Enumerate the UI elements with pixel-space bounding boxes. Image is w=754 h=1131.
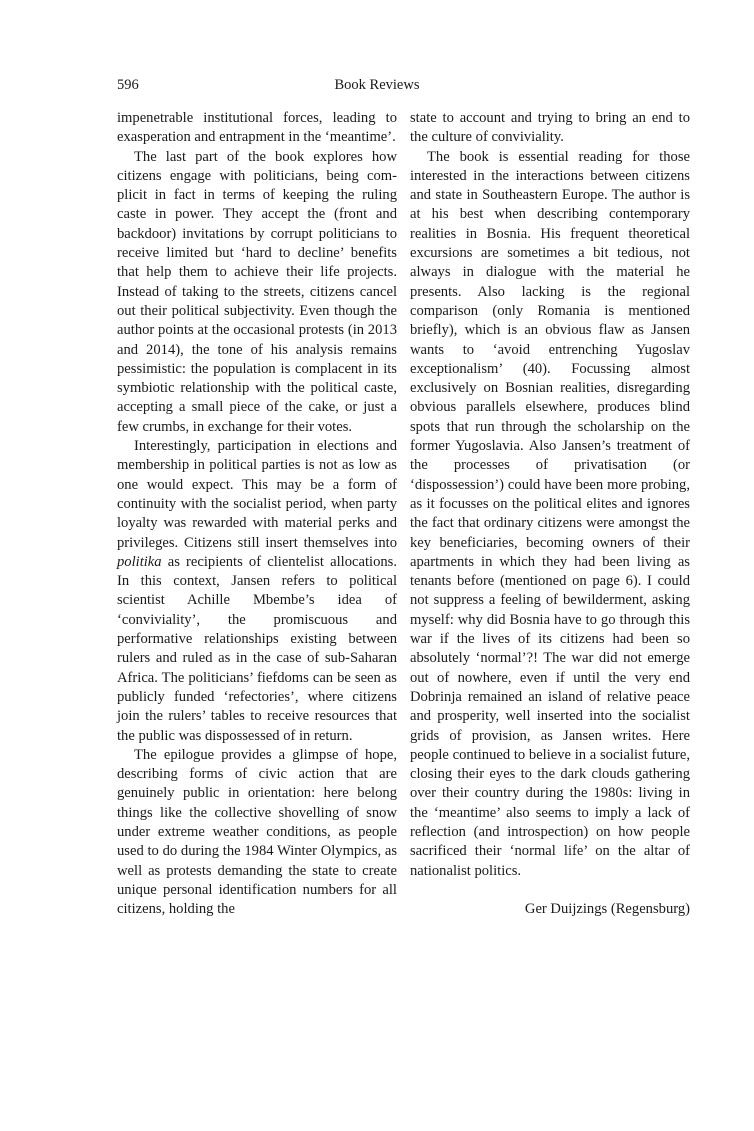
paragraph: The book is essential reading for those interested in the interactions between citizens and state in Southeastern Europe. The author is at his best when describing contemporary realities in Bosnia. His frequent theoretical excursions are sometimes a bit tedious, not always in dialogue with the material he presents. Also lacking is the regional comparison (only Romania is mentioned briefly), which is an obvious flaw as Jansen wants to ‘avoid entrenching Yugoslav exceptionalism’ (40). Focussing almost exclusively on Bosnian realities, disregarding obvious parallels elsewhere, produces blind spots that run through the scholarship on the former Yugoslavia. Also Jansen’s treatment of the processes of privatisation (or ‘dispossession’) could have been more probing, as it focusses on the political elites and ignores the fact that ordinary citizens were amongst the key beneficiaries, becoming owners of their apartments in which they had been living as tenants before (mentioned on page 6). I could not suppress a feeling of bewilderment, asking myself: why did Bosnia have to go through this war if the lives of its citizens had been so absolutely ‘normal’?! The war did not emerge out of nowhere, even if until the very end Dobrinja remained an island of relative peace and prosperity, well inserted into the socialist grids of provision, as Jansen writes. Here people continued to believe in a socialist future, closing their eyes to the dark clouds gathering over their country during the 1980s: living in the ‘meantime’ also seems to imply a lack of reflection (and introspection) on how people sacrificed their ‘normal life’ on the altar of nationalist politics. xyxy=(410,148,690,879)
italic-term: politika xyxy=(117,553,162,570)
paragraph: The last part of the book explores how citizens engage with politicians, being complicit in fact in terms of keeping the ruling caste in power. They accept the (front and backdoor) invitations by corrupt politicians to receive limited but ‘hard to decline’ benefits that help them to achieve their life projects. Instead of taking to the streets, citizens cancel out their political subjectivity. Even though the author points at the occasional protests (in 2013 and 2014), the tone of his analysis remains pessimistic: the population is complacent in its symbiotic relationship with the political caste, accepting a small piece of the cake, or just a few crumbs, in exchange for their votes. xyxy=(117,148,397,435)
paragraph: The epilogue provides a glimpse of hope, describing forms of civic action that are genuinely public in orientation: here belong things like the collective shovelling of snow under extreme weather conditions, as people used to do during the 1984 Winter Olympics, as well as protests demanding the state to create unique personal identification numbers for all citizens, holding the xyxy=(117,746,397,918)
page-number: 596 xyxy=(117,77,139,93)
running-header xyxy=(0,75,754,95)
left-column xyxy=(117,109,397,919)
paragraph-continuation: impenetrable institutional forces, leading to exasperation and entrapment in the ‘meantime’. xyxy=(117,110,397,146)
paragraph-text: as recipients of clientelist allocations. In this context, Jansen refers to political scientist Achille Mbembe’s idea of ‘conviviality’, the promiscuous and performative relationships existing between rulers and ruled as in the case of sub-Saharan Africa. The politicians’ fiefdoms can be seen as publicly funded ‘refectories’, where citizens join the rulers’ tables to receive resources that the public was dispossessed of in return. xyxy=(117,553,397,744)
paragraph xyxy=(117,437,397,746)
right-column xyxy=(410,109,690,919)
paragraph-continuation: state to account and trying to bring an end to the culture of conviviality. xyxy=(410,110,690,146)
paragraph-text: Interestingly, participation in elections and membership in political parties is not as low as one would expect. This may be a form of continuity with the socialist period, when party loyalty was rewarded with material perks and privileges. Citizens still insert themselves into xyxy=(117,438,397,551)
running-title: Book Reviews xyxy=(334,77,420,93)
reviewer-signature: Ger Duijzings (Regensburg) xyxy=(524,900,690,917)
